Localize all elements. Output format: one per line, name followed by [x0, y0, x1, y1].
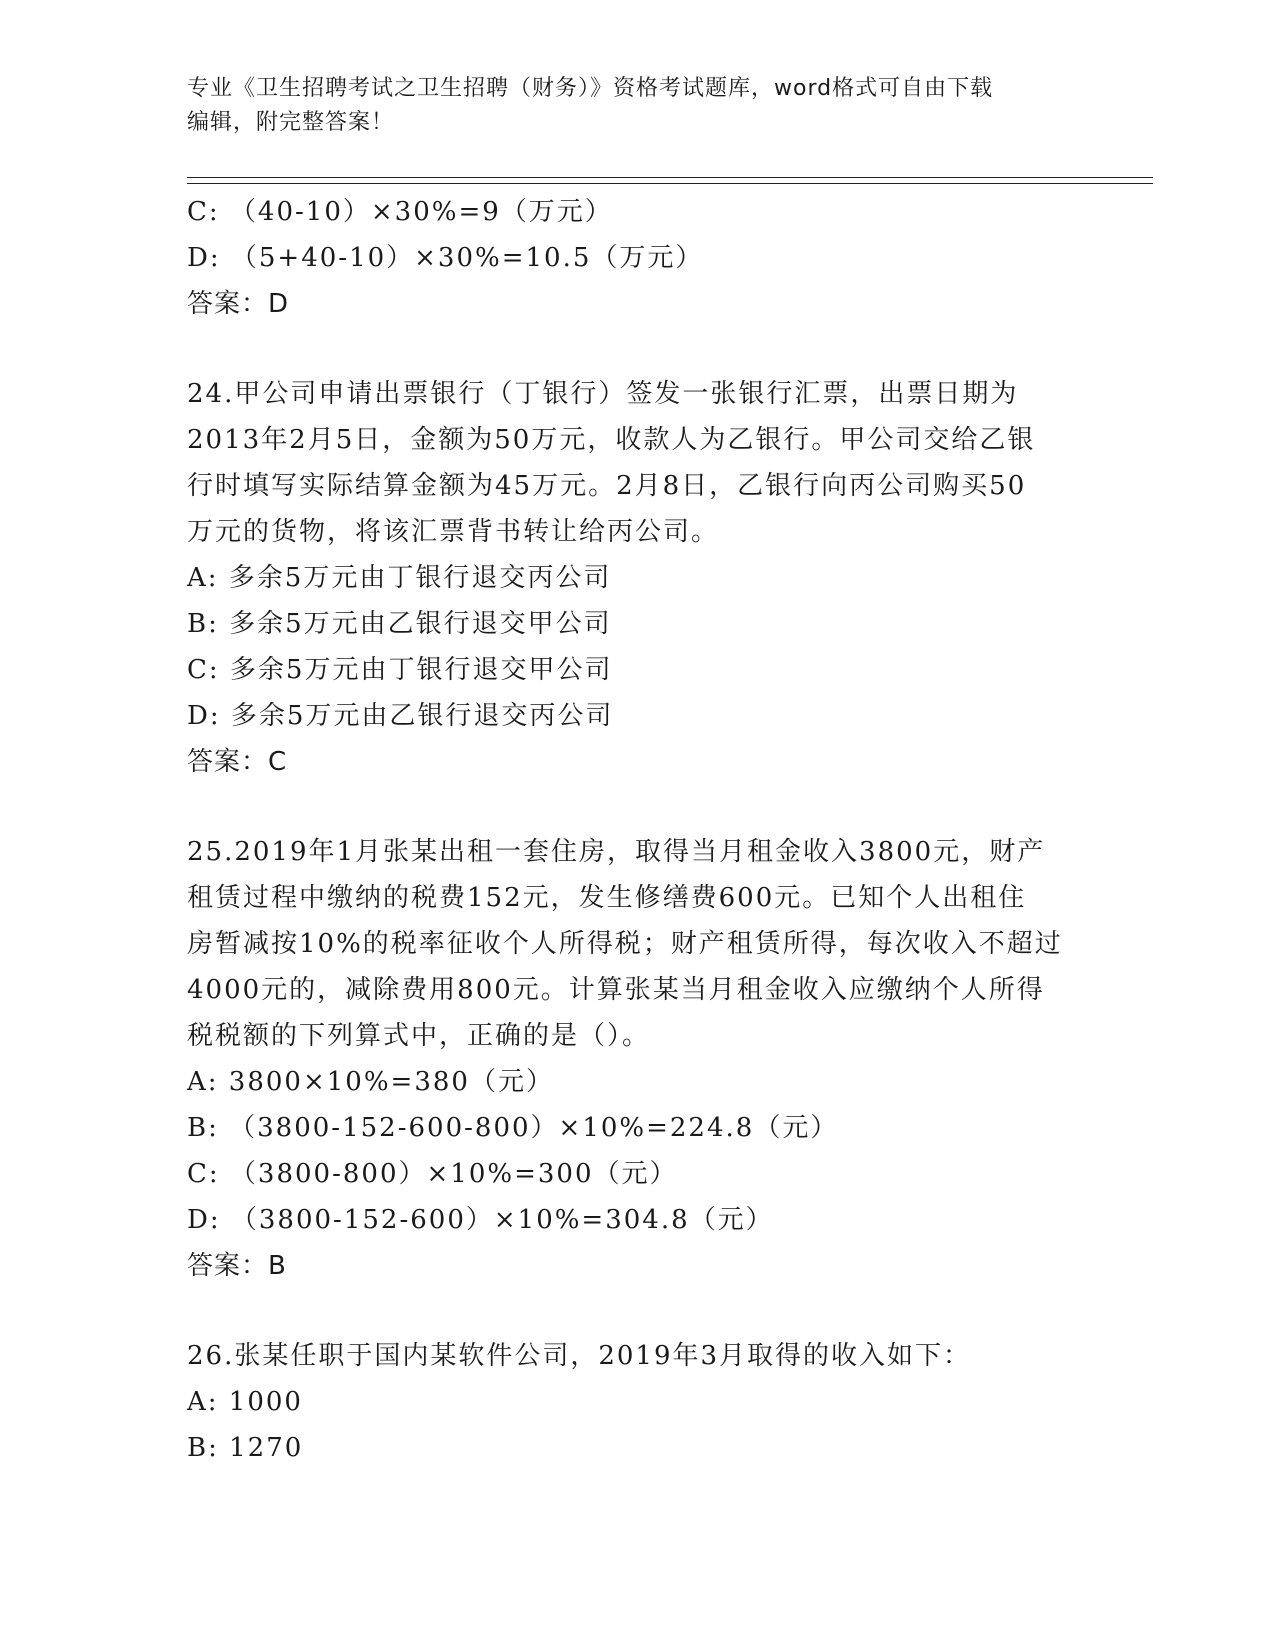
question-content — [187, 189, 1087, 1471]
q25-option-b: B: （3800-152-600-800）×10%=224.8（元） — [187, 1113, 839, 1143]
header-line-1: 专业《卫生招聘考试之卫生招聘（财务）》资格考试题库，word格式可自由下载 — [187, 76, 994, 101]
q23-option-d: D: （5+40-10）×30%=10.5（万元） — [187, 243, 704, 273]
q26-stem-line: 26.张某任职于国内某软件公司，2019年3月取得的收入如下： — [187, 1341, 972, 1371]
q24-stem-line: 2013年2月5日，金额为50万元，收款人为乙银行。甲公司交给乙银 — [187, 425, 1036, 455]
q24-option-b: B: 多余5万元由乙银行退交甲公司 — [187, 609, 612, 639]
header-divider-top — [187, 177, 1153, 178]
q25-option-a: A: 3800×10%=380（元） — [187, 1067, 554, 1097]
question-26 — [187, 1333, 1087, 1471]
q25-stem-line: 租赁过程中缴纳的税费152元，发生修缮费600元。已知个人出租住 — [187, 883, 1027, 913]
q25-stem-line: 税税额的下列算式中，正确的是（）。 — [187, 1021, 651, 1051]
question-24 — [187, 371, 1087, 785]
q24-answer: 答案：C — [187, 747, 288, 777]
question-23 — [187, 189, 1087, 327]
q25-option-d: D: （3800-152-600）×10%=304.8（元） — [187, 1205, 774, 1235]
page-header — [187, 72, 1067, 140]
q25-stem-line: 房暂减按10%的税率征收个人所得税；财产租赁所得，每次收入不超过 — [187, 929, 1063, 959]
q24-stem-line: 24.甲公司申请出票银行（丁银行）签发一张银行汇票，出票日期为 — [187, 379, 1019, 409]
q24-stem-line: 万元的货物，将该汇票背书转让给丙公司。 — [187, 517, 720, 547]
q24-option-d: D: 多余5万元由乙银行退交丙公司 — [187, 701, 614, 731]
q24-stem-line: 行时填写实际结算金额为45万元。2月8日，乙银行向丙公司购买50 — [187, 471, 1027, 501]
q25-stem-line: 25.2019年1月张某出租一套住房，取得当月租金收入3800元，财产 — [187, 837, 1046, 867]
q25-answer: 答案：B — [187, 1251, 287, 1281]
q23-answer: 答案：D — [187, 289, 290, 319]
spacer — [187, 327, 1087, 371]
spacer — [187, 785, 1087, 829]
spacer — [187, 1289, 1087, 1333]
q24-option-a: A: 多余5万元由丁银行退交丙公司 — [187, 563, 612, 593]
q24-option-c: C: 多余5万元由丁银行退交甲公司 — [187, 655, 613, 685]
header-divider-bottom — [187, 183, 1153, 184]
q26-option-b: B: 1270 — [187, 1433, 304, 1463]
q25-stem-line: 4000元的，减除费用800元。计算张某当月租金收入应缴纳个人所得 — [187, 975, 1045, 1005]
header-line-2: 编辑，附完整答案！ — [187, 110, 395, 135]
question-25 — [187, 829, 1087, 1289]
q23-option-c: C: （40-10）×30%=9（万元） — [187, 197, 613, 227]
q26-option-a: A: 1000 — [187, 1387, 303, 1417]
q25-option-c: C: （3800-800）×10%=300（元） — [187, 1159, 678, 1189]
